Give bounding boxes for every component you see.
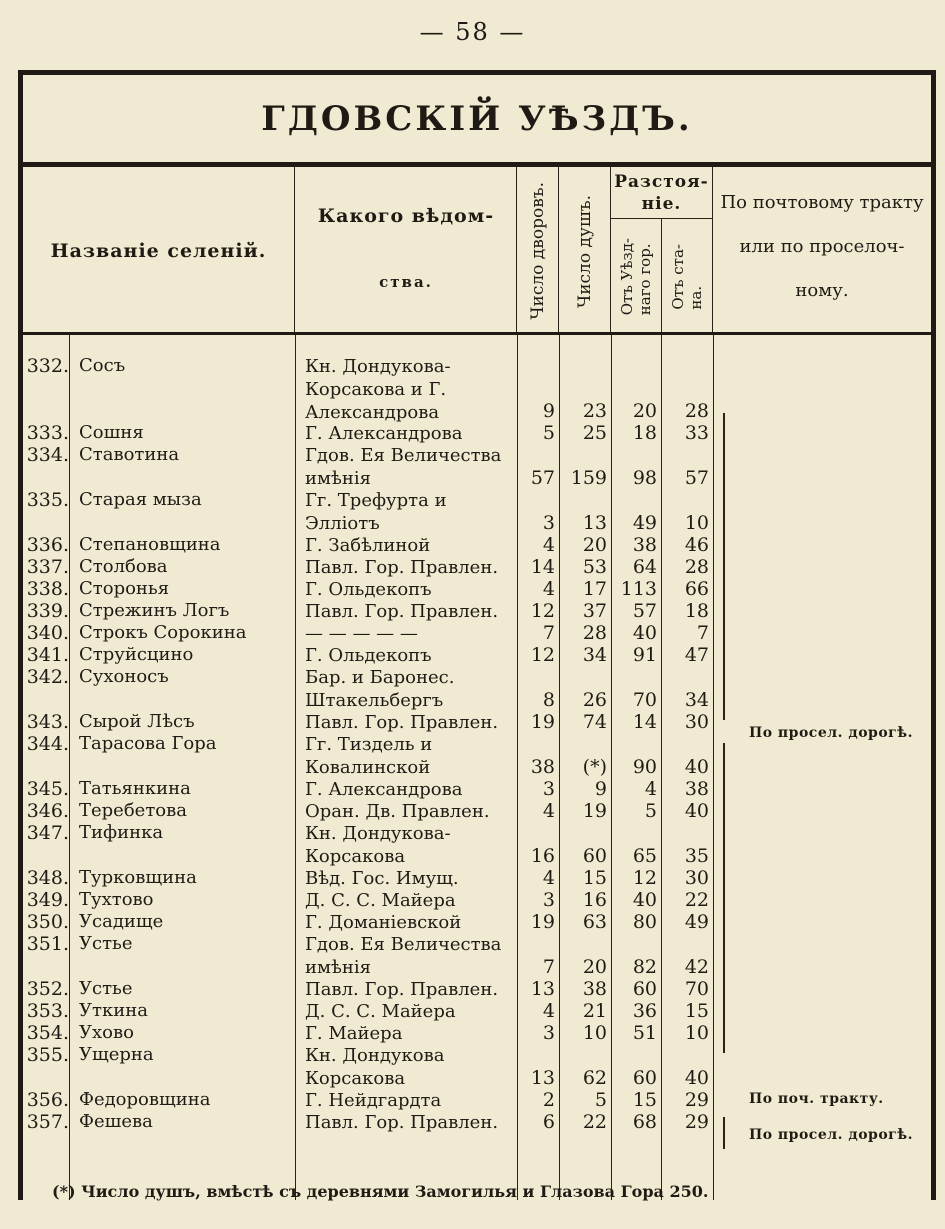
souls-count: 10 [582,1022,607,1044]
households-count: 9 [542,400,555,422]
village-name: Стрежинъ Логъ [79,600,230,621]
distance-from-stan: 40 [684,800,709,822]
owner: Павл. Гор. Правлен. [305,601,499,622]
table-row [23,800,931,822]
village-name: Степановщина [79,534,221,555]
distance-from-town: 15 [632,1089,657,1111]
header-owner [295,167,517,335]
owner: Гг. Трефурта и Эллiотъ [305,490,447,534]
distance-from-stan: 15 [684,1000,709,1022]
souls-count: 9 [594,778,607,800]
souls-count: 28 [582,622,607,644]
distance-from-stan: 66 [684,578,709,600]
households-count: 19 [530,711,555,733]
header-from-stan [661,219,712,335]
households-count: 6 [542,1111,555,1133]
table-row [23,578,931,600]
village-name: Сошня [79,422,144,443]
distance-from-stan: 34 [684,689,709,711]
footnote: (*) Число душъ, вмѣстѣ съ деревнями Замогилья и Глазова Гора 250. [52,1182,709,1201]
row-number: 335. [26,489,69,511]
souls-count: 20 [582,956,607,978]
owner: Г. Забѣлиной [305,535,431,556]
route-note: По просел. дорогѣ. [749,1127,913,1143]
households-count: 3 [542,889,555,911]
page-number: — 58 — [419,18,526,46]
header-dush-label: Число душъ. [574,194,595,308]
owner: Д. С. С. Майера [305,890,456,911]
owner: Г. Ольдекопъ [305,579,432,600]
row-number: 348. [26,867,69,889]
owner: Г. Майера [305,1023,403,1044]
owner: Гдов. Ея Величества имѣнія [305,445,502,489]
row-number: 349. [26,889,69,911]
households-count: 8 [542,689,555,711]
distance-from-town: 65 [632,845,657,867]
owner: Гг. Тиздель и Ковалинской [305,734,433,778]
village-name: Фешева [79,1111,153,1132]
table-row [23,911,931,933]
households-count: 2 [542,1089,555,1111]
header-distance [611,167,713,335]
owner: Кн. Дондукова-Корсакова и Г. Александрова [305,356,451,423]
distance-from-town: 40 [632,889,657,911]
households-count: 7 [542,956,555,978]
village-name: Струйсцино [79,644,194,665]
households-count: 7 [542,622,555,644]
souls-count: 13 [582,512,607,534]
distance-from-stan: 38 [684,778,709,800]
souls-count: (*) [582,756,607,778]
header-name [23,167,295,335]
header-from-stan-label: Отъ ста- на. [668,244,705,310]
souls-count: 38 [582,978,607,1000]
distance-from-town: 60 [632,978,657,1000]
row-number: 338. [26,578,69,600]
distance-from-stan: 40 [684,1067,709,1089]
header-divider [23,332,931,335]
table-row [23,622,931,644]
households-count: 38 [530,756,555,778]
distance-from-stan: 49 [684,911,709,933]
distance-from-town: 4 [644,778,657,800]
owner: Оран. Дв. Правлен. [305,801,490,822]
village-name: Сосъ [79,355,126,376]
table-row [23,556,931,578]
row-number: 345. [26,778,69,800]
table-row [23,889,931,911]
households-count: 13 [530,1067,555,1089]
distance-from-stan: 7 [696,622,709,644]
row-number: 347. [26,822,69,844]
village-name: Ставотина [79,444,180,465]
souls-count: 63 [582,911,607,933]
row-number: 356. [26,1089,69,1111]
owner: Павл. Гор. Правлен. [305,979,499,1000]
village-name: Устье [79,978,133,999]
header-from-town [611,219,662,335]
souls-count: 19 [582,800,607,822]
distance-from-town: 12 [632,867,657,889]
route-note: По просел. дорогѣ. [749,725,913,741]
distance-from-town: 57 [632,600,657,622]
brace [723,413,731,720]
row-number: 344. [26,733,69,755]
row-number: 350. [26,911,69,933]
households-count: 3 [542,778,555,800]
households-count: 4 [542,867,555,889]
distance-from-stan: 30 [684,711,709,733]
owner: Д. С. С. Майера [305,1001,456,1022]
brace [723,1117,731,1149]
table-row [23,489,931,534]
village-name: Усадище [79,911,164,932]
header-from-town-label: Отъ Уѣзд- наго гор. [618,238,654,316]
table-frame [18,70,936,1200]
souls-count: 22 [582,1111,607,1133]
distance-from-town: 91 [632,644,657,666]
households-count: 57 [530,467,555,489]
table-row [23,644,931,666]
souls-count: 34 [582,644,607,666]
distance-from-stan: 30 [684,867,709,889]
table-row [23,444,931,489]
households-count: 12 [530,644,555,666]
header-distance-label: Разстоя- ніе. [611,167,712,219]
row-number: 351. [26,933,69,955]
distance-from-town: 5 [644,800,657,822]
title-box [23,75,931,167]
owner: Г. Александрова [305,779,463,800]
header-owner-line2: ства. [379,273,433,291]
distance-from-stan: 35 [684,845,709,867]
distance-from-stan: 22 [684,889,709,911]
owner: Вѣд. Гос. Имущ. [305,868,459,889]
distance-from-town: 14 [632,711,657,733]
distance-from-town: 70 [632,689,657,711]
distance-from-stan: 57 [684,467,709,489]
village-name: Строкъ Сорокина [79,622,247,643]
souls-count: 16 [582,889,607,911]
distance-from-stan: 47 [684,644,709,666]
distance-from-stan: 29 [684,1089,709,1111]
owner: Павл. Гор. Правлен. [305,557,499,578]
table-row [23,666,931,711]
souls-count: 37 [582,600,607,622]
distance-from-town: 18 [632,422,657,444]
header-dvorov [517,167,559,335]
distance-from-town: 49 [632,512,657,534]
distance-from-town: 80 [632,911,657,933]
distance-from-stan: 28 [684,400,709,422]
village-name: Турковщина [79,867,197,888]
owner: — — — — — [305,623,418,644]
households-count: 4 [542,800,555,822]
souls-count: 26 [582,689,607,711]
households-count: 5 [542,422,555,444]
households-count: 4 [542,578,555,600]
distance-from-town: 64 [632,556,657,578]
page-title: ГДОВСКІЙ УѢЗДЪ. [261,98,693,139]
table-row [23,822,931,867]
row-number: 357. [26,1111,69,1133]
distance-from-town: 38 [632,534,657,556]
owner: Гдов. Ея Величества имѣнія [305,934,502,978]
route-note: По поч. тракту. [749,1091,884,1107]
village-name: Сухоносъ [79,666,169,687]
households-count: 19 [530,911,555,933]
village-name: Тифинка [79,822,164,843]
distance-from-town: 68 [632,1111,657,1133]
souls-count: 17 [582,578,607,600]
owner: Бар. и Баронес. Штакельбергъ [305,667,455,711]
souls-count: 23 [582,400,607,422]
header-route: По почтовому тракту или по проселоч-ному. [720,192,924,301]
souls-count: 25 [582,422,607,444]
row-number: 337. [26,556,69,578]
table-row [23,600,931,622]
row-number: 340. [26,622,69,644]
distance-from-town: 20 [632,400,657,422]
row-number: 342. [26,666,69,688]
table-row [23,1044,931,1089]
brace [723,743,731,1053]
table-row [23,867,931,889]
owner: Павл. Гор. Правлен. [305,1112,499,1133]
souls-count: 159 [570,467,607,489]
owner: Г. Нейдгардта [305,1090,442,1111]
distance-from-town: 113 [620,578,657,600]
distance-from-stan: 10 [684,1022,709,1044]
distance-from-stan: 42 [684,956,709,978]
table-row [23,355,931,422]
header-name-label: Названіе селеній. [50,240,267,262]
village-name: Тарасова Гора [79,733,217,754]
distance-from-town: 90 [632,756,657,778]
owner: Кн. Дондукова Корсакова [305,1045,445,1089]
distance-from-stan: 33 [684,422,709,444]
distance-from-stan: 29 [684,1111,709,1133]
distance-from-stan: 18 [684,600,709,622]
households-count: 13 [530,978,555,1000]
distance-from-town: 51 [632,1022,657,1044]
row-number: 354. [26,1022,69,1044]
households-count: 3 [542,512,555,534]
village-name: Уткина [79,1000,148,1021]
distance-from-town: 60 [632,1067,657,1089]
row-number: 355. [26,1044,69,1066]
households-count: 14 [530,556,555,578]
distance-from-stan: 10 [684,512,709,534]
table-row [23,422,931,444]
row-number: 334. [26,444,69,466]
households-count: 3 [542,1022,555,1044]
table-row [23,978,931,1000]
table-row [23,933,931,978]
header-dush [559,167,611,335]
table-row [23,778,931,800]
row-number: 336. [26,534,69,556]
households-count: 12 [530,600,555,622]
table-row [23,534,931,556]
table-row [23,1022,931,1044]
distance-from-stan: 46 [684,534,709,556]
souls-count: 20 [582,534,607,556]
row-number: 343. [26,711,69,733]
row-number: 352. [26,978,69,1000]
souls-count: 21 [582,1000,607,1022]
village-name: Сторонья [79,578,170,599]
table-row [23,1000,931,1022]
row-number: 333. [26,422,69,444]
souls-count: 5 [594,1089,607,1111]
souls-count: 74 [582,711,607,733]
owner: Павл. Гор. Правлен. [305,712,499,733]
village-name: Старая мыза [79,489,202,510]
households-count: 4 [542,1000,555,1022]
village-name: Федоровщина [79,1089,211,1110]
village-name: Теребетова [79,800,187,821]
distance-from-town: 40 [632,622,657,644]
village-name: Ухово [79,1022,134,1043]
souls-count: 62 [582,1067,607,1089]
village-name: Столбова [79,556,168,577]
row-number: 346. [26,800,69,822]
village-name: Татьянкина [79,778,191,799]
row-number: 332. [26,355,69,377]
distance-from-stan: 40 [684,756,709,778]
header-owner-line1: Какого вѣдом- [317,205,495,227]
souls-count: 15 [582,867,607,889]
households-count: 4 [542,534,555,556]
header-dvorov-label: Число дворовъ. [527,182,548,320]
village-name: Устье [79,933,133,954]
row-number: 341. [26,644,69,666]
owner: Кн. Дондукова-Корсакова [305,823,451,867]
owner: Г. Александрова [305,423,463,444]
souls-count: 53 [582,556,607,578]
row-number: 353. [26,1000,69,1022]
distance-from-stan: 28 [684,556,709,578]
village-name: Тухтово [79,889,154,910]
souls-count: 60 [582,845,607,867]
village-name: Ущерна [79,1044,154,1065]
distance-from-stan: 70 [684,978,709,1000]
distance-from-town: 82 [632,956,657,978]
owner: Г. Ольдекопъ [305,645,432,666]
owner: Г. Доманiевской [305,912,462,933]
households-count: 16 [530,845,555,867]
village-name: Сырой Лѣсъ [79,711,195,732]
distance-from-town: 36 [632,1000,657,1022]
distance-from-town: 98 [632,467,657,489]
row-number: 339. [26,600,69,622]
